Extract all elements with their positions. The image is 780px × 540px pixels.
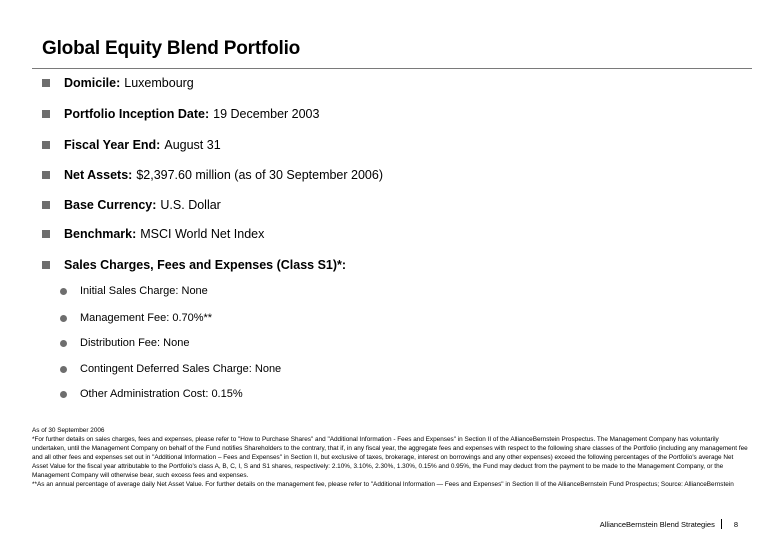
round-bullet-icon — [60, 366, 67, 373]
footer-brand: AllianceBernstein Blend Strategies — [599, 519, 715, 529]
sub-item-text: Other Administration Cost: 0.15% — [80, 388, 243, 400]
sub-item-distribution-fee — [60, 334, 189, 352]
sub-item-contingent-deferred-sales-charge — [60, 360, 281, 378]
square-bullet-icon — [42, 110, 50, 118]
round-bullet-icon — [60, 315, 67, 322]
round-bullet-icon — [60, 288, 67, 295]
page-number: 8 — [733, 519, 738, 529]
title-divider — [32, 68, 752, 69]
item-value: Luxembourg — [124, 76, 194, 90]
item-value: $2,397.60 million (as of 30 September 2006) — [136, 168, 383, 182]
item-label: Portfolio Inception Date: — [64, 107, 210, 121]
item-label: Sales Charges, Fees and Expenses (Class S1)*: — [64, 258, 347, 272]
item-fiscal-year-end — [42, 135, 221, 155]
sub-item-text: Contingent Deferred Sales Charge: None — [80, 363, 282, 375]
footnote-management-fee: **As an annual percentage of average daily Net Asset Value. For further details on the management fee, please refer to "Additional Information — Fees and Expenses" in Section II of the AllianceBernstein Fund Prospectus; Source: AllianceBernstein — [32, 481, 734, 488]
page-title: Global Equity Blend Portfolio — [42, 38, 301, 59]
item-inception-date — [42, 104, 319, 124]
footnotes — [32, 426, 748, 489]
footer-separator — [721, 519, 722, 529]
item-value: U.S. Dollar — [160, 198, 221, 212]
item-value: 19 December 2003 — [213, 107, 320, 121]
square-bullet-icon — [42, 79, 50, 87]
item-value: MSCI World Net Index — [140, 227, 265, 241]
sub-item-text: Management Fee: 0.70%** — [80, 312, 213, 324]
sub-item-initial-sales-charge — [60, 282, 208, 300]
page-footer — [600, 519, 738, 529]
footnote-as-of: As of 30 September 2006 — [32, 427, 105, 434]
item-base-currency — [42, 195, 221, 215]
item-label: Domicile: — [64, 76, 121, 90]
item-domicile — [42, 73, 194, 93]
square-bullet-icon — [42, 261, 50, 269]
footnote-fees-expenses: *For further details on sales charges, fees and expenses, please refer to "How to Purchase Shares" and "Additional Information - Fees and Expenses" in Section II of the AllianceBernstein Prospectus. The Management Company has voluntarily undertaken, until the Management Company on behalf of the Fund notifies Shareholders to the contrary, that if, in any fiscal year, the aggregate fees and expenses with respect to the following share classes of the Portfolio (including any management fee and all other fees and expenses set out in "Additional Information – Fees and Expenses" in Section II, but exclusive of taxes, brokerage, interest on borrowings and any other expenses) exceed the following percentages of the Portfolio's average Net Asset Value for the fiscal year attributable to the Portfolio's class A, B, C, I, S and S1 shares, respectively: 2.10%, 3.10%, 2.30%, 1.30%, 0.15% and 0.95%, the Fund may deduct from the payment to be made to the Management Company, or the Management Company will otherwise bear, such excess fees and expenses. — [32, 436, 748, 479]
sub-item-text: Distribution Fee: None — [80, 337, 190, 349]
sub-item-management-fee — [60, 309, 212, 327]
item-benchmark — [42, 224, 264, 244]
square-bullet-icon — [42, 141, 50, 149]
item-value: August 31 — [164, 138, 221, 152]
item-sales-charges — [42, 255, 350, 275]
item-label: Base Currency: — [64, 198, 157, 212]
item-net-assets — [42, 165, 383, 185]
item-label: Benchmark: — [64, 227, 137, 241]
square-bullet-icon — [42, 171, 50, 179]
item-label: Fiscal Year End: — [64, 138, 161, 152]
sub-item-text: Initial Sales Charge: None — [80, 285, 208, 297]
sub-item-other-administration-cost — [60, 385, 243, 403]
round-bullet-icon — [60, 391, 67, 398]
item-label: Net Assets: — [64, 168, 133, 182]
square-bullet-icon — [42, 201, 50, 209]
square-bullet-icon — [42, 230, 50, 238]
round-bullet-icon — [60, 340, 67, 347]
